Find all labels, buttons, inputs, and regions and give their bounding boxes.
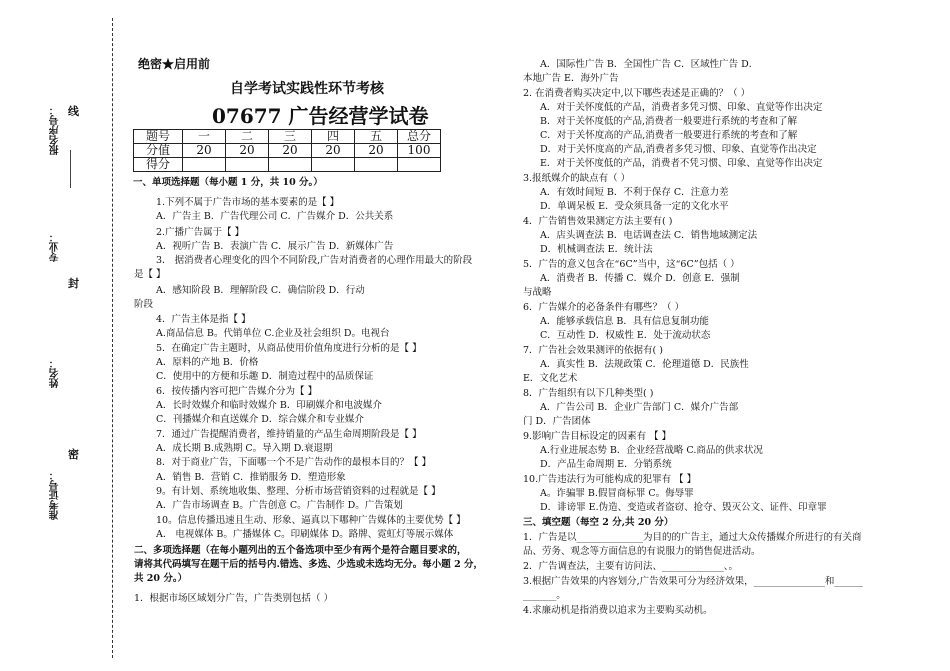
fill-blank-question[interactable]: 3.根据广告效果的内容划分,广告效果可分为经济效果，_______________和______: [523, 576, 863, 587]
score-table: [133, 129, 441, 172]
binding-mark-line: 线: [68, 105, 79, 118]
table-cell: 20: [355, 144, 398, 158]
table-cell: 三: [269, 130, 312, 144]
option-text: A．广告公司 B．企业广告部门 C．媒介广告部: [540, 402, 739, 413]
major-label: 专业：: [50, 232, 61, 262]
option-text: A． 电视媒体 B。广播媒体 C。印刷媒体 D。路牌、霓虹灯等展示媒体: [156, 529, 454, 540]
option-text: E．对于关怀度低的产品，消费者不凭习惯、印象、直觉等作出决定: [540, 158, 823, 169]
score-input-cell[interactable]: [355, 158, 398, 172]
fill-blank-question[interactable]: 1．广告是以______________为目的的广告主，通过大众传播媒介所进行的有关商: [523, 532, 862, 543]
option-text: D．产品生命周期 E．分销系统: [540, 459, 672, 470]
option-text: 本地广告 E．海外广告: [523, 73, 619, 84]
table-cell: 得分: [134, 158, 183, 172]
score-table-header-row: [134, 130, 441, 144]
option-text: A．长时效媒介和临时效媒介 B．印刷媒介和电波媒介: [156, 400, 382, 411]
table-cell: 20: [269, 144, 312, 158]
question-text: 是【 】: [134, 269, 166, 280]
question-text: 1.下列不属于广告市场的基本要素的是【 】: [156, 197, 340, 208]
section-heading: 二、多项选择题（在每小题列出的五个备选项中至少有两个是符合题目要求的，: [134, 545, 467, 556]
question-text: 9.影响广告目标设定的因素有 【 】: [523, 431, 672, 442]
option-text: D．诽谤罪 E.伪造、变造或者盗窃、抢夺、毁灭公文、证件、印章罪: [540, 502, 827, 513]
question-text: 7．广告社会效果测评的依据有( ): [523, 345, 663, 356]
registration-number-label: 报名序号：: [50, 105, 61, 155]
score-input-cell[interactable]: [226, 158, 269, 172]
question-text: 6．广告媒介的必备条件有哪些？（ ）: [523, 302, 685, 313]
section-heading: 一、单项选择题（每小题 1 分，共 10 分。）: [133, 177, 323, 188]
fill-blank-question[interactable]: 2．广告调查法，主要有访问法、_____________、。: [523, 561, 739, 572]
question-text: 7．通过广告提醒消费者，维持销量的产品生命周期阶段是【 】: [156, 429, 422, 440]
exam-title: 07677 广告经营学试卷: [212, 104, 429, 128]
option-text: A．视听广告 B．表演广告 C．展示广告 D．新媒体广告: [156, 241, 394, 252]
option-text: C．使用中的方便和乐趣 D．制造过程中的品质保证: [156, 371, 374, 382]
table-cell: 题号: [134, 130, 183, 144]
table-cell: 100: [398, 144, 441, 158]
registration-number-field: [70, 150, 72, 188]
question-text: 10.广告违法行为可能构成的犯罪有 【 】: [523, 474, 697, 485]
table-cell: 分值: [134, 144, 183, 158]
question-text: 6．按传播内容可把广告媒介分为【 】: [156, 386, 318, 397]
question-text: 1．根据市场区域划分广告，广告类别包括（ ）: [134, 593, 334, 604]
section-heading: 共 20 分。）: [134, 573, 188, 584]
fill-blank-question[interactable]: 4.求廉动机是指消费以追求为主要购买动机。: [523, 605, 713, 616]
question-text: 3.报纸媒介的缺点有（ ）: [523, 173, 631, 184]
option-text: C．刊播媒介和直送媒介 D．综合媒介和专业媒介: [156, 414, 364, 425]
question-text: 4．广告主体是指【 】: [156, 314, 251, 325]
question-text: 9。有计划、系统地收集、整理、分析市场营销资料的过程就是【 】: [156, 486, 441, 497]
option-text: A．对于关怀度低的产品，消费者多凭习惯、印象、直觉等作出决定: [540, 102, 823, 113]
score-input-cell[interactable]: [398, 158, 441, 172]
option-text: A.行业进展态势 B．企业经营战略 C.商品的供求状况: [540, 445, 763, 456]
table-cell: 20: [226, 144, 269, 158]
table-cell: 20: [312, 144, 355, 158]
table-cell: 五: [355, 130, 398, 144]
option-text: A．感知阶段 B．理解阶段 C．确信阶段 D．行动: [156, 285, 365, 296]
option-text: D．单调呆板 E．受众须具备一定的文化水平: [540, 201, 729, 212]
option-text: A．广告市场调查 B。广告创意 C。广告制作 D。广告策划: [156, 500, 403, 511]
score-table-points-row: [134, 144, 441, 158]
question-text: 10。信息传播迅速且生动、形象、逼真以下哪种广告媒体的主要优势【 】: [156, 515, 466, 526]
option-text: A．能够承载信息 B．具有信息复制功能: [540, 316, 709, 327]
score-input-cell[interactable]: [183, 158, 226, 172]
exam-subtitle: 自学考试实践性环节考核: [230, 81, 384, 97]
binding-mark-secret: 密: [68, 448, 79, 461]
option-text: A．真实性 B．法规政策 C．伦理道德 D．民族性: [540, 359, 749, 370]
score-table-score-row: [134, 158, 441, 172]
option-text: A。诈骗罪 B.假冒商标罪 C。侮辱罪: [540, 488, 694, 499]
option-text: A.商品信息 B。代销单位 C.企业及社会组织 D。电视台: [156, 328, 390, 339]
option-text: A．消费者 B．传播 C．媒介 D．创意 E．强制: [540, 273, 740, 284]
question-text: 品、劳务、观念等方面信息的有说服力的销售促进活动。: [523, 546, 761, 557]
question-text: 4．广告销售效果测定方法主要有( ): [523, 216, 673, 227]
question-text: 8．对于商业广告，下面哪一个不是广告动作的最根本目的？【 】: [156, 457, 432, 468]
option-text: C．互动性 D．权威性 E．处于流动状态: [540, 330, 711, 341]
exam-ticket-label: 准考证号：: [50, 470, 61, 520]
table-cell: 四: [312, 130, 355, 144]
table-cell: 二: [226, 130, 269, 144]
question-text: 2. 在消费者购买决定中,以下哪些表述是正确的？（ ）: [523, 88, 751, 99]
option-text: 阶段: [134, 299, 154, 310]
option-text: A．国际性广告 B．全国性广告 C．区域性广告 D．: [540, 59, 759, 70]
question-text: 2.广播广告属于【 】: [156, 227, 245, 238]
option-text: A．原料的产地 B．价格: [156, 357, 259, 368]
option-text: 门 D．广告团体: [523, 416, 591, 427]
option-text: B．对于关怀度低的产品,消费者一般要进行系统的考查和了解: [540, 116, 798, 127]
fill-blank-question[interactable]: _______。: [523, 590, 566, 601]
option-text: E．文化艺术: [523, 373, 578, 384]
option-text: D．对于关怀度高的产品,消费者多凭习惯、印象、直觉等作出决定: [540, 144, 817, 155]
binding-dashed-line: [112, 18, 113, 658]
question-text: 3． 据消费者心理变化的四个不同阶段,广告对消费者的心理作用最大的阶段: [156, 255, 473, 266]
binding-mark-seal: 封: [68, 277, 79, 290]
question-text: 5．广告的意义包含在“6C”当中，这“6C”包括（ ）: [523, 259, 740, 270]
option-text: D．机械调查法 E．统计法: [540, 244, 653, 255]
score-input-cell[interactable]: [312, 158, 355, 172]
secret-label: 绝密★启用前: [138, 57, 211, 71]
table-cell: 一: [183, 130, 226, 144]
table-cell: 总分: [398, 130, 441, 144]
question-text: 5．在确定广告主题时，从商品使用价值角度进行分析的是【 】: [156, 343, 422, 354]
score-input-cell[interactable]: [269, 158, 312, 172]
table-cell: 20: [183, 144, 226, 158]
option-text: A．店头调查法 B．电话调查法 C．销售地域测定法: [540, 230, 758, 241]
option-text: A．广告主 B．广告代理公司 C．广告媒介 D．公共关系: [156, 211, 394, 222]
question-text: 8．广告组织有以下几种类型( ): [523, 388, 654, 399]
option-text: 与战略: [523, 287, 552, 298]
option-text: A．有效时间短 B．不利于保存 C．注意力差: [540, 187, 729, 198]
section-heading: 请将其代码填写在题干后的括号内.错选、多选、少选或未选均无分。每小题 2 分，: [134, 559, 484, 570]
option-text: C．对于关怀度高的产品,消费者一般要进行系统的考查和了解: [540, 130, 798, 141]
section-heading: 三、填空题（每空 2 分,共 20 分）: [523, 517, 674, 528]
name-label: 姓名：: [50, 358, 61, 388]
option-text: A．销售 B．营销 C．推销服务 D．塑造形象: [156, 472, 346, 483]
option-text: A．成长期 B.成熟期 C。导入期 D.衰退期: [156, 443, 333, 454]
